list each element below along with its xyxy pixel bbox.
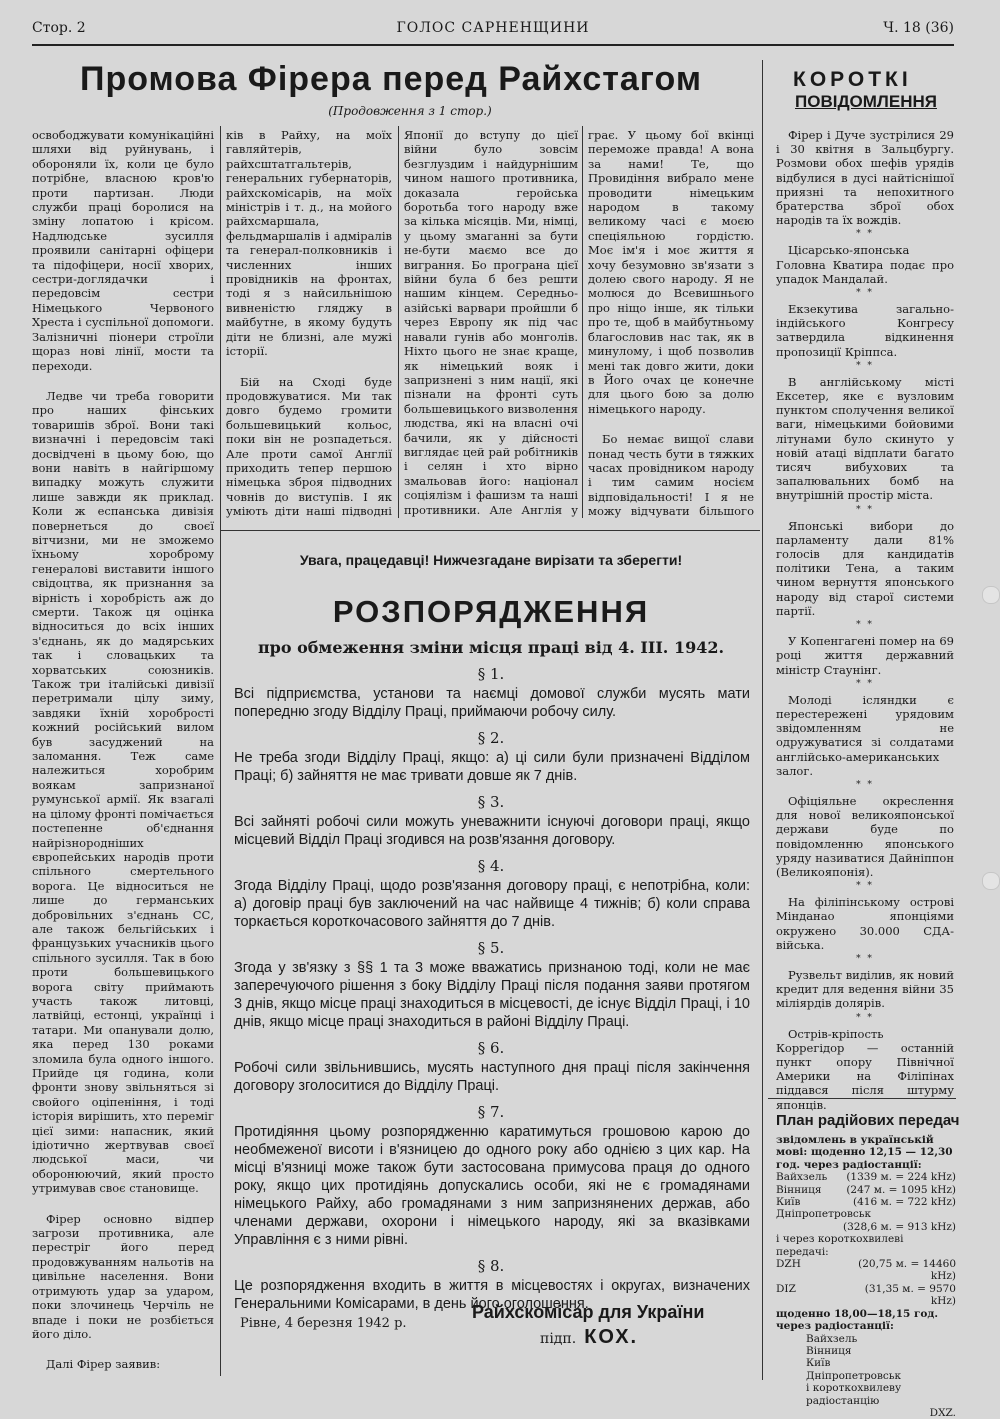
section-label: § 4. — [477, 857, 505, 875]
station-name: Вайхзель — [806, 1332, 858, 1345]
separator-stars: * * — [856, 1012, 874, 1023]
paragraph: Фірер основно відпер загрози противника, але перестріг його перед продовжуванням нальотів на цивільне населення. Вони отримують удар за ударом, поки злочинець Черчіль не впаде і поки не розбіється його діло. — [32, 1211, 214, 1341]
decree-signature — [540, 1326, 638, 1349]
section-label: § 6. — [477, 1039, 505, 1057]
station-row — [776, 1196, 956, 1208]
station-name: Київ — [806, 1357, 831, 1370]
section-text: Всі зайняті робочі сили можуть уневажнити існуючі договори праці, якщо місцевий Відділ Праці згодився на розв'язання договору. — [234, 814, 750, 848]
decree-subtitle: про обмеження зміни місця праці від 4. ІІІ. 1942. — [257, 638, 725, 657]
section-label: § 8. — [477, 1257, 505, 1275]
separator-stars: * * — [856, 288, 874, 299]
station-freq: (328,6 м. = 913 kHz) — [843, 1220, 956, 1233]
column-rule — [220, 126, 221, 1376]
right-column-rule — [762, 60, 763, 1380]
paragraph: ків в Райху, на моїх гавляйтерів, райхсштатгальтерів, генеральних губернаторів, райхскомісарів, на моїх міністрів і т. д., на мойого райхсмаршала, фельдмаршалів і адміралів та генерал-полковників і численних інших провідників на фронтах, тоді я з найсильнішою вивненістю гляджу в майбутне, в якому будуть діти не близні, але мужі історії. — [226, 128, 392, 359]
separator-stars: * * — [856, 229, 874, 240]
section-label: § 2. — [477, 729, 505, 747]
separator-stars: * * — [856, 953, 874, 964]
station-name: DZH — [776, 1258, 801, 1271]
paragraph: Ледве чи треба говорити про наших фінських товаришів зброї. Вони такі визначні і передовсім такі досвідчені в цьому бою, що вони навіть в найгіршому випадку можуть служити лише завжди як приклад. Коли ж еспанська дивізія повернеться до своєї вітчизни, ми не зможемо їхньому хороброму генералові виставити іншого свідоцтва, як признання за вірність і хоробрість аж до смерти. Також ця оцінка відноситься до всіх інших з'єднань, як до мадярських так і словацьких та хорватських союзників. Також три італійські дивізії перетримали цілу зиму, завдяки їхній хоробрості кожний російський вилом був засуджений на заломання. Теж саме належиться хоробрим воякам запризнаної румунської армії. Як взагалі на цілому фронті помічається постепенне об'єднання найрізнородніших європейських народів проти спільного смертельного ворога. Це відноситься не лише до германських добровільних з'єднань СС, але також бельгійських і французьких учасників цього спільного зусилля. Так в бою проти большевицького ворога світу приймають участь також литовці, латвійці, естонці, українці і татари. Ми опанували долю, яка перед 130 роками зломила була одного іншого. Прийде ця година, коли фронти знову звільняться зі свойого оціпеніння, і тоді історія вирішить, хто переміг цієї зими: напасник, який ідіотично жертвував своєї людської маси, чи оборонюючий, який просто утримував своє становище. — [32, 388, 214, 1196]
radio-shortwave: і через короткохвилеві передачі: — [776, 1233, 904, 1258]
paragraph: освободжувати комунікаційні шляхи від руйнувань, і обороняли їх, коли це було потрібне, власною кров'ю проти партизан. Люди служби праці боролися на зміну лопатою і крісом. Надлюдське зусилля проявили санітарні офіцери та підофіцери, носії хворих, сестри-доглядачки і передовсім сестри Німецького Червоного Хреста і суспільної допомоги. Залізничні піонери строїли щораз нові лінії, мости та переходи. — [32, 128, 214, 373]
separator-stars: * * — [856, 504, 874, 515]
section-label: § 7. — [477, 1103, 505, 1121]
news-item: У Копенгагені помер на 69 році життя державний міністр Стаунінг. — [776, 634, 954, 677]
station-row — [776, 1258, 956, 1283]
station-freq: (416 м. = 722 kHz) — [853, 1196, 956, 1209]
section-label: § 1. — [477, 665, 505, 683]
separator-stars: * * — [856, 779, 874, 790]
station-row — [776, 1283, 956, 1308]
news-item: Острів-кріпость Коррегідор — останній пункт опору Північної Америки на Філіпінах піддався після штурму японців. — [776, 1026, 954, 1112]
news-item: Фірер і Дуче зустрілися 29 і 30 квітня в Зальцбургу. Розмови обох шефів урядів відбулися в дусі найтіснішої приязні та непохитного братерства зброї обох народів та їх вождів. — [776, 128, 954, 228]
station-name: Дніпропетровськ — [776, 1208, 872, 1221]
section-text: Не треба згоди Відділу Праці, якщо: а) ці сили були призначені Відділом Праці; б) зайняття не має тривати довше як 7 днів. — [234, 750, 750, 784]
station-name: і короткохвилеву радіостанцію — [806, 1382, 902, 1407]
decree-place-date: Рівне, 4 березня 1942 р. — [240, 1316, 407, 1331]
signer-name: КОХ. — [584, 1326, 639, 1348]
paragraph: грає. У цьому бої вкінці переможе правда! А вона за нами! Те, що Провидіння вибрало мене проводити німецьким народом в такому великому часі є моєю спеціяльною гордістю. Моє ім'я і моє життя я хочу безумовно зв'язати з долею свого народу. Я не молюся до Всевишнього про ніщо інше, як тільки про те, щоб в майбутньому благословив нас так, як в минулому, і щоб позволив мені так довго жити, доки в Його очах це конечне для цього бою за долю німецького народу. — [588, 128, 754, 416]
section-text: Робочі сили звільнившись, мусять наступного дня праці після закінчення договору зголоситися до Відділу Праці. — [234, 1060, 750, 1094]
section-text: Протидіяння цьому розпорядженню каратимуться грошовою карою до необмеженої висоти і в'язницею до одного року або однією з цих кар. На місці в'язниці може також бути застосована примусова праця до одного року, якщо цих протидіянь допускались особи, які не є громадянами німецького Райху, або громадянами з ним запризнянених держав, або членами держави, охорони і німецького народу, які за вказівками Управління є з ними рівні. — [234, 1124, 750, 1248]
news-item: Молоді ісляндки є перестережені урядовим звідомленням не одружуватися зі солдатами англійсько-американських залог. — [776, 692, 954, 778]
separator-stars: * * — [856, 620, 874, 631]
article-column-1 — [32, 128, 214, 1378]
binder-hole — [982, 872, 1000, 890]
station-freq: (1339 м. = 224 kHz) — [846, 1171, 956, 1184]
signature-prefix: підп. — [540, 1331, 577, 1347]
section-text: Згода Відділу Праці, щодо розв'язання договору праці, є непотрібна, коли: а) договір праці був заключений на час найвище 4 тижнів; б) коли справа торкається короткочасового зайняття до 7 днів. — [234, 878, 750, 930]
station-freq: (247 м. = 1095 kHz) — [846, 1183, 956, 1196]
page-number: Стор. 2 — [32, 20, 86, 36]
station-freq: (20,75 м. = 14460 kHz) — [858, 1258, 956, 1283]
radio-evening: щоденно 18,00—18,15 год. через радіостанції: — [776, 1307, 939, 1333]
radio-top-rule — [768, 1098, 956, 1099]
newspaper-name: ГОЛОС САРНЕНЩИНИ — [396, 20, 590, 36]
news-item: Офіціяльне окреслення для нової великояпонської держави буде по повідомленню японського уряду називатися Дайніппон (Великояпонія). — [776, 793, 954, 879]
paragraph: Бій на Сході буде продовжуватися. Ми так довго будемо громити большевицький кольос, поки він не розпадеться. Але проти самої Англії приходить тепер першою німецька зброя підводних човнів до виступів. І як уміють діти наші підводні — [226, 374, 392, 518]
separator-stars: * * — [856, 360, 874, 371]
separator-stars: * * — [856, 678, 874, 689]
short-news-list — [776, 128, 954, 1112]
article-subtitle: (Продовження з 1 стор.) — [328, 104, 492, 118]
section-label: § 3. — [477, 793, 505, 811]
station-name: Вінниця — [776, 1183, 822, 1196]
paragraph: Бо немає вищої слави понад честь бути в тяжких часах провідником народу і тим самим носієм відповідальності! І я не можу відчувати більшого — [588, 432, 754, 518]
article-column-3 — [404, 128, 578, 518]
short-news-title-2: ПОВІДОМЛЕННЯ — [795, 92, 937, 111]
radio-title: План радійових передач — [776, 1112, 960, 1129]
decree-block — [228, 548, 754, 1368]
header-rule — [32, 44, 954, 46]
section-text: Це розпорядження входить в життя в місцевостях і округах, визначених Генеральними Комісарами, в день його оголошення. — [234, 1278, 750, 1312]
news-item: Рузвельт виділив, як новий кредит для ведення війни 35 міліярдів долярів. — [776, 967, 954, 1011]
page-header — [32, 20, 954, 40]
station-name: Київ — [776, 1196, 801, 1209]
separator-stars: * * — [856, 881, 874, 892]
station-name: Вайхзель — [776, 1171, 828, 1184]
section-label: § 5. — [477, 939, 505, 957]
section-text: Всі підприємства, установи та наємці домової служби мусять мати попередню згоду Відділу Праці, приймаючи робочу силу. — [234, 686, 750, 720]
news-item: На філіпінському острові Мінданао японціями окружено 30.000 СДА-війська. — [776, 895, 954, 952]
article-column-4 — [588, 128, 754, 518]
column-rule — [398, 126, 399, 518]
paragraph: Японії до вступу до цієї війни було зовсім безглуздим і найдурнішим чином нашого противника, доказала геройська боротьба того народу вже за кілька місяців. Ми, німці, у цьому змаганні за бути не-бути маємо все до виграння. Бо програна цієї війни була б без решти нашим кінцем. Середньо-азійські варвари пройшли б через Европу як під час навали гунів або монголів. Ніхто цього не знає краще, як німецький вояк і запризнені з ним нації, які пізнали на фронті суть большевицького визволення людства, які на власні очі бачили, як у дійсності виглядає цей рай робітників і селян і хто вірно змальовав його: націонал соціялізм і фашизм та наші противники. Але Англія у — [404, 128, 578, 517]
news-item: Цісарсько-японська Головна Кватира подає про упадок Мандалай. — [776, 243, 954, 286]
short-news-title-1: КОРОТКІ — [793, 68, 912, 91]
decree-top-rule — [220, 530, 760, 531]
article-column-2 — [226, 128, 392, 518]
station-row — [776, 1184, 956, 1196]
article-title: Промова Фірера перед Райхстагом — [80, 60, 702, 98]
decree-title: РОЗПОРЯДЖЕННЯ — [332, 594, 650, 629]
station-row — [776, 1171, 956, 1183]
column-rule — [582, 126, 583, 518]
binder-hole — [982, 586, 1000, 604]
paragraph: Далі Фірер заявив: — [46, 1357, 161, 1372]
news-item: Екзекутива загально-індійського Конгресу затвердила відкинення пропозиції Кріппса. — [776, 302, 954, 359]
station-name: DXZ. — [929, 1406, 956, 1419]
radio-intro: звідомлень в українській мові: щоденно 12,15 — 12,30 год. через радіостанції: — [776, 1134, 953, 1171]
station-freq: (31,35 м. = 9570 kHz) — [864, 1282, 956, 1308]
news-item: Японські вибори до парламенту дали 81% голосів для кандидатів політики Тена, а таким чином вернуття японського народу від старої системи партії. — [776, 518, 954, 618]
decree-signer-org: Райхскомісар для України — [472, 1302, 705, 1322]
news-item: В англійському місті Ексетер, яке є вузловим пунктом сполучення великої ваги, німецькими бойовими літунами було скинуто у новій атаці відплати багато тисяч вибухових та запалювальних бомб на внутрішній простір міста. — [776, 374, 954, 503]
decree-notice: Увага, працедавці! Нижчезгадане вирізати та зберегти! — [299, 552, 683, 568]
section-text: Згода у зв'язку з §§ 1 та 3 може вважатись признаною тоді, коли не має заперечуючого рішення з боку Відділу Праці після подання заяви протягом 3 днів, якщо місце праці знаходиться в місцевості, де існує Відділ Праці, і 10 днів, якщо місце праці знаходиться в районі Відділу Праці. — [234, 960, 750, 1030]
station-name: Вінниця — [806, 1344, 852, 1357]
radio-schedule — [776, 1134, 956, 1419]
station-name: DIZ — [776, 1282, 796, 1295]
issue-number: Ч. 18 (36) — [883, 20, 954, 36]
station-name: Дніпропетровськ — [806, 1369, 902, 1382]
